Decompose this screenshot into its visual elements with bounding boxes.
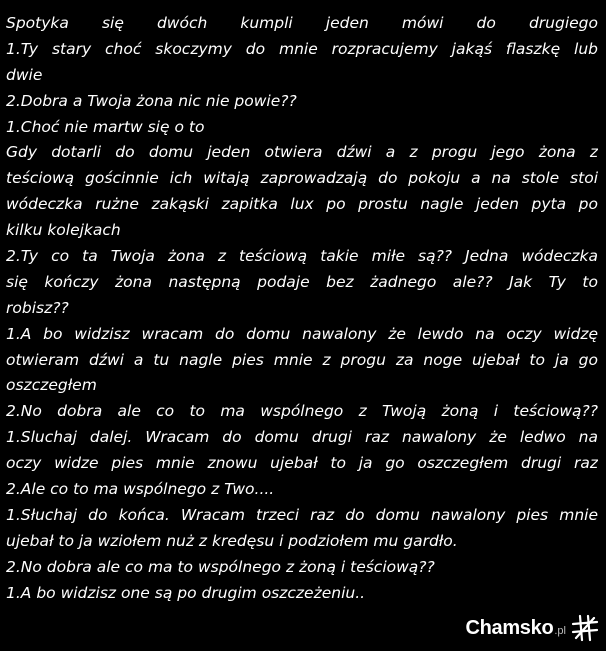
joke-line: 1.Słuchaj do końca. Wracam trzeci raz do domu nawalony pies mnie <box>6 505 598 524</box>
joke-line: 2.No dobra ale co ma to wspólnego z żoną i teściową?? <box>6 557 435 576</box>
joke-line: ujebał to ja wziołem nuż z kredęsu i podziołem mu gardło. <box>6 531 458 550</box>
watermark-tld: .pl <box>554 625 566 637</box>
joke-line: dwie <box>6 65 43 84</box>
watermark-brand: Chamsko <box>465 616 554 639</box>
joke-text <box>6 11 598 606</box>
joke-line: 2.No dobra ale co to ma wspólnego z Twoją żoną i teściową?? <box>6 402 598 421</box>
site-watermark <box>465 613 600 643</box>
joke-line: otwieram dźwi a tu nagle pies mnie z progu za noge ujebał to ja go <box>6 350 598 369</box>
joke-line: wódeczka rużne zakąski zapitka lux po prostu nagle jeden pyta po <box>6 195 598 214</box>
joke-line: Spotyka się dwóch kumpli jeden mówi do drugiego <box>6 14 598 32</box>
joke-line: 2.Dobra a Twoja żona nic nie powie?? <box>6 91 297 110</box>
joke-line: 1.Choć nie martw się o to <box>6 117 205 136</box>
joke-line: Gdy dotarli do domu jeden otwiera dźwi a z progu jego żona z <box>6 143 598 162</box>
joke-line: 1.A bo widzisz one są po drugim oszczeżeniu.. <box>6 583 366 602</box>
joke-line: 1.A bo widzisz wracam do domu nawalony że lewdo na oczy widzę <box>6 324 598 343</box>
joke-line: robisz?? <box>6 298 69 317</box>
joke-line: oczy widze pies mnie znowu ujebał to ja go oszczegłem drugi raz <box>6 454 598 473</box>
joke-line: teściową gościnnie ich witają zaprowadzają do pokoju a na stole stoi <box>6 169 598 188</box>
joke-line: 2.Ale co to ma wspólnego z Two.... <box>6 480 275 499</box>
joke-line: 1.Sluchaj dalej. Wracam do domu drugi raz nawalony że ledwo na <box>6 428 598 447</box>
chamsko-logo-icon <box>570 613 600 643</box>
joke-line: się kończy żona następną podaje bez żadnego ale?? Jak Ty to <box>6 272 598 291</box>
joke-line: oszczegłem <box>6 376 97 395</box>
joke-line: 1.Ty stary choć skoczymy do mnie rozpracujemy jakąś flaszkę lub <box>6 39 598 58</box>
joke-line: kilku kolejkach <box>6 221 121 240</box>
joke-line: 2.Ty co ta Twoja żona z teściową takie miłe są?? Jedna wódeczka <box>6 247 598 266</box>
